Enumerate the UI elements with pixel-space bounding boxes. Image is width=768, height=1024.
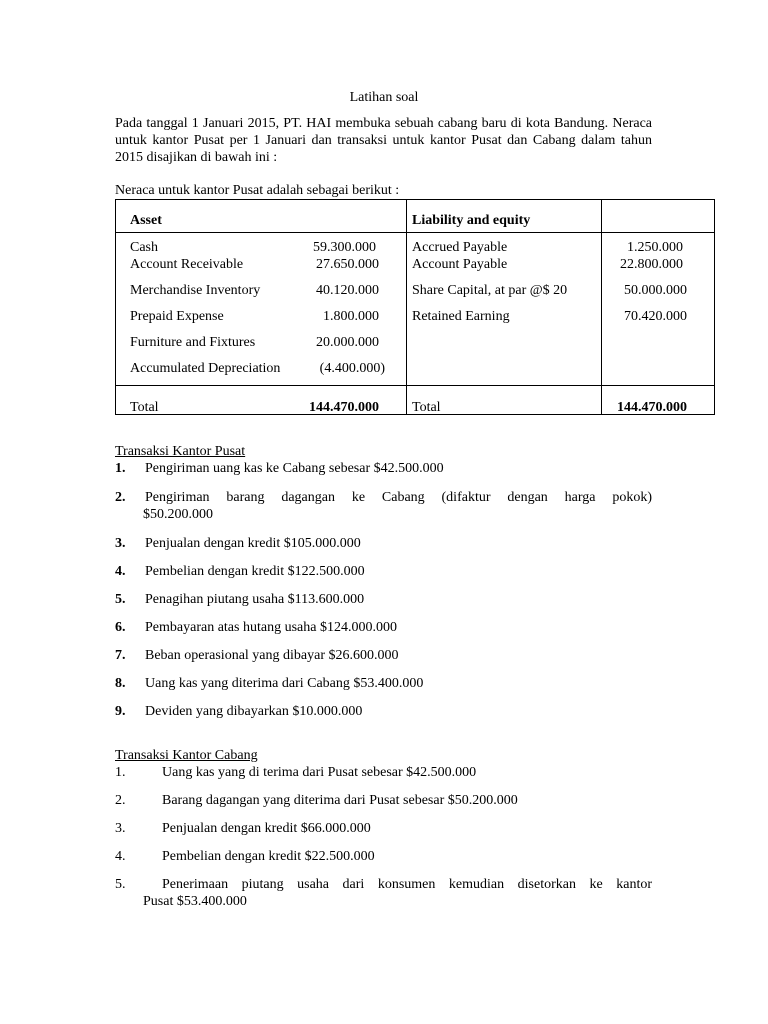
pusat-list-item xyxy=(115,489,652,523)
item-text: Pengiriman uang kas ke Cabang sebesar $42.500.000 xyxy=(145,461,444,476)
pusat-section-title: Transaksi Kantor Pusat xyxy=(115,444,246,459)
asset-label: Prepaid Expense xyxy=(130,309,224,324)
item-text: Pembayaran atas hutang usaha $124.000.000 xyxy=(145,620,397,635)
item-number: 4. xyxy=(115,849,126,864)
item-number: 3. xyxy=(115,821,126,836)
pusat-list-item xyxy=(115,619,652,636)
item-number: 2. xyxy=(115,793,126,808)
cabang-list-item xyxy=(115,820,652,837)
item-text: Penjualan dengan kredit $66.000.000 xyxy=(162,821,371,836)
pusat-list-item xyxy=(115,460,652,477)
liability-value: 70.420.000 xyxy=(624,309,687,324)
item-number: 5. xyxy=(115,592,126,607)
item-text: Deviden yang dibayarkan $10.000.000 xyxy=(145,704,363,719)
liability-label: Accrued Payable xyxy=(412,240,508,255)
item-text: Uang kas yang diterima dari Cabang $53.400.000 xyxy=(145,676,424,691)
asset-value: 27.650.000 xyxy=(316,257,379,272)
cabang-list-item xyxy=(115,764,652,781)
liability-label: Retained Earning xyxy=(412,309,510,324)
pusat-list-item xyxy=(115,703,652,720)
cabang-list-item xyxy=(115,792,652,809)
liability-label: Account Payable xyxy=(412,257,508,272)
asset-total-label: Total xyxy=(130,400,159,415)
asset-label: Accumulated Depreciation xyxy=(130,361,281,376)
liability-value: 22.800.000 xyxy=(620,257,683,272)
liability-value: 1.250.000 xyxy=(627,240,683,255)
total-divider xyxy=(116,385,714,386)
liability-total-value: 144.470.000 xyxy=(617,400,687,415)
item-text: Barang dagangan yang diterima dari Pusat sebesar $50.200.000 xyxy=(162,793,518,808)
asset-total-value: 144.470.000 xyxy=(309,400,379,415)
asset-label: Furniture and Fixtures xyxy=(130,335,256,350)
item-text: Pengiriman barang dagangan ke Cabang (difaktur dengan harga pokok) xyxy=(145,490,652,505)
pusat-list-item xyxy=(115,563,652,580)
item-number: 9. xyxy=(115,704,126,719)
cabang-list-item xyxy=(115,876,652,910)
item-number: 7. xyxy=(115,648,126,663)
asset-value: 20.000.000 xyxy=(316,335,379,350)
balance-sheet-intro: Neraca untuk kantor Pusat adalah sebagai berikut : xyxy=(115,183,400,198)
header-divider xyxy=(116,232,714,233)
item-text: Penjualan dengan kredit $105.000.000 xyxy=(145,536,361,551)
balance-sheet-table xyxy=(115,199,715,415)
item-number: 6. xyxy=(115,620,126,635)
liability-total-label: Total xyxy=(412,400,441,415)
liability-header: Liability and equity xyxy=(412,213,531,228)
liability-label: Share Capital, at par @$ 20 xyxy=(412,283,568,298)
item-text: Uang kas yang di terima dari Pusat sebesar $42.500.000 xyxy=(162,765,477,780)
pusat-list-item xyxy=(115,647,652,664)
cabang-list-item xyxy=(115,848,652,865)
pusat-list-item xyxy=(115,675,652,692)
item-text: Pembelian dengan kredit $22.500.000 xyxy=(162,849,375,864)
item-text-continued: Pusat $53.400.000 xyxy=(143,894,247,909)
pusat-list-item xyxy=(115,591,652,608)
document-title: Latihan soal xyxy=(349,90,419,105)
item-text-continued: $50.200.000 xyxy=(143,507,213,522)
asset-value: 59.300.000 xyxy=(313,240,376,255)
asset-value: 1.800.000 xyxy=(323,309,379,324)
pusat-list-item xyxy=(115,535,652,552)
item-number: 4. xyxy=(115,564,126,579)
asset-value: (4.400.000) xyxy=(319,361,385,376)
item-text: Penagihan piutang usaha $113.600.000 xyxy=(145,592,365,607)
intro-paragraph: Pada tanggal 1 Januari 2015, PT. HAI membuka sebuah cabang baru di kota Bandung. Neraca untuk kantor Pusat per 1 Januari dan transaksi untuk kantor Pusat dan Cabang dalam tahun 2015 disajikan di bawah ini : xyxy=(115,116,652,165)
asset-label: Cash xyxy=(130,240,158,255)
liability-value: 50.000.000 xyxy=(624,283,687,298)
item-number: 3. xyxy=(115,536,126,551)
asset-value: 40.120.000 xyxy=(316,283,379,298)
item-number: 1. xyxy=(115,765,126,780)
item-number: 1. xyxy=(115,461,126,476)
item-number: 8. xyxy=(115,676,126,691)
asset-label: Account Receivable xyxy=(130,257,244,272)
item-text: Pembelian dengan kredit $122.500.000 xyxy=(145,564,365,579)
item-number: 5. xyxy=(115,877,126,892)
asset-label: Merchandise Inventory xyxy=(130,283,261,298)
cabang-section-title: Transaksi Kantor Cabang xyxy=(115,748,258,763)
asset-header: Asset xyxy=(130,213,162,228)
item-text: Beban operasional yang dibayar $26.600.000 xyxy=(145,648,399,663)
item-text: Penerimaan piutang usaha dari konsumen kemudian disetorkan ke kantor xyxy=(162,877,652,892)
item-number: 2. xyxy=(115,490,126,505)
